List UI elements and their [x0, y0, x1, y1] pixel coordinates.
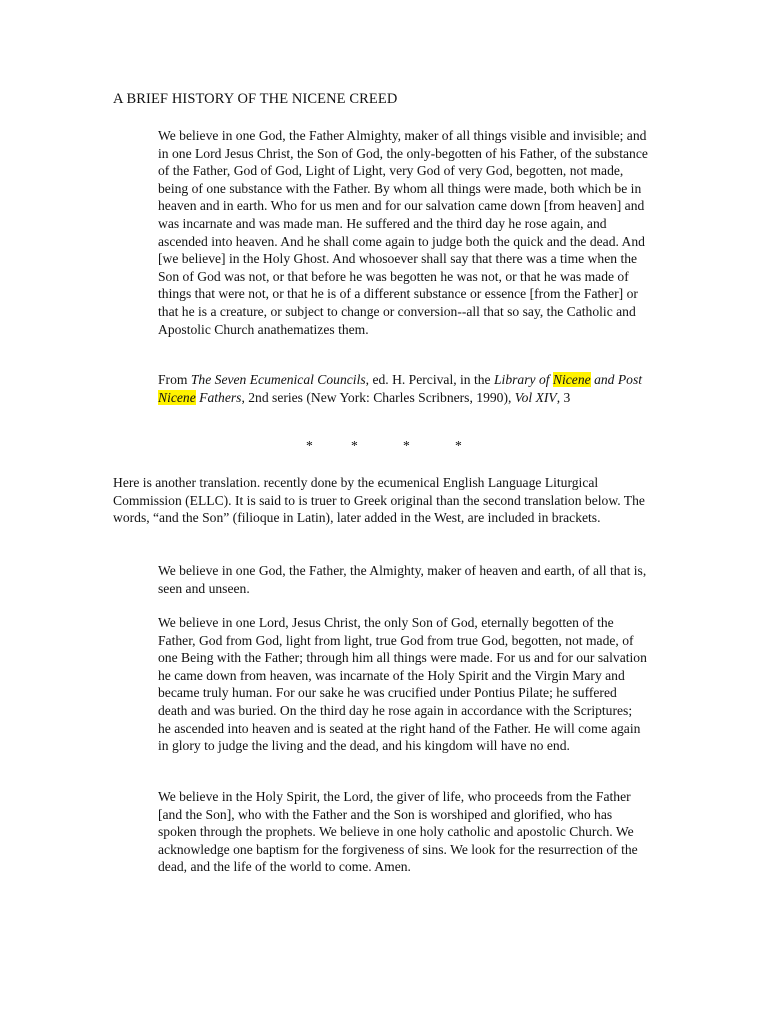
ellc-paragraph-2: We believe in one Lord, Jesus Christ, the only Son of God, eternally begotten of the Father, God from God, light from light, true God from true God, begotten, not made, of one Being with the Father; through him all things were made. For us and for our salvation he came down from heaven, was incarnate of the Holy Spirit and the Virgin Mary and became truly human. For our sake he was crucified under Pontius Pilate; he suffered death and was buried. On the third day he rose again in accordance with the Scriptures; he ascended into heaven and is seated at the right hand of the Father. He will come again in glory to judge the living and the dead, and his kingdom will have no end.: [158, 615, 647, 754]
section-separator: [300, 437, 470, 455]
separator-star: *: [403, 438, 410, 453]
search-highlight: Nicene: [158, 389, 196, 405]
citation-editor: , ed. H. Percival, in the: [365, 372, 494, 387]
intro-paragraph: Here is another translation. recently done by the ecumenical English Language Liturgical Commission (ELLC). It is said to is truer to Greek original than the second translation below. The words, “and the Son” (filioque in Latin), later added in the West, are included in brackets.: [113, 475, 645, 526]
ellc-paragraph-3: We believe in the Holy Spirit, the Lord, the giver of life, who proceeds from the Father [and the Son], who with the Father and the Son is worshiped and glorified, who has spoken through the prophets. We believe in one holy catholic and apostolic Church. We acknowledge one baptism for the forgiveness of sins. We look for the resurrection of the dead, and the life of the world to come. Amen.: [158, 789, 638, 875]
citation-series: , 2nd series (New York: Charles Scribners, 1990),: [241, 389, 515, 405]
citation-from: From: [158, 372, 191, 387]
citation: [158, 371, 648, 406]
citation-library-part2: and Post: [594, 372, 643, 387]
separator-star: *: [351, 438, 358, 453]
citation-page: , 3: [556, 389, 571, 405]
page-title: A BRIEF HISTORY OF THE NICENE CREED: [113, 91, 398, 107]
citation-library-part3: Fathers: [195, 389, 242, 405]
separator-star: *: [306, 438, 313, 453]
ellc-paragraph-1: We believe in one God, the Father, the Almighty, maker of heaven and earth, of all that is, seen and unseen.: [158, 563, 647, 596]
citation-library-part1: Library of: [494, 372, 553, 387]
search-highlight: Nicene: [552, 372, 591, 387]
separator-star: *: [455, 438, 462, 453]
creed-325-text: We believe in one God, the Father Almighty, maker of all things visible and invisible; and in one Lord Jesus Christ, the Son of God, the only-begotten of his Father, of the substance of the Father, God of God, Light of Light, very God of very God, begotten, not made, being of one substance with the Father. By whom all things were made, both which be in heaven and in earth. Who for us men and for our salvation came down [from heaven] and was incarnate and was made man. He suffered and the third day he rose again, and ascended into heaven. And he shall come again to judge both the quick and the dead. And [we believe] in the Holy Ghost. And whosoever shall say that there was a time when the Son of God was not, or that before he was begotten he was not, or that he was made of things that were not, or that he is of a different substance or essence [from the Father] or that he is a creature, or subject to change or conversion--all that so say, the Catholic and Apostolic Church anathematizes them.: [158, 128, 648, 337]
citation-book-title: The Seven Ecumenical Councils: [190, 372, 366, 387]
citation-volume: Vol XIV: [514, 389, 557, 405]
